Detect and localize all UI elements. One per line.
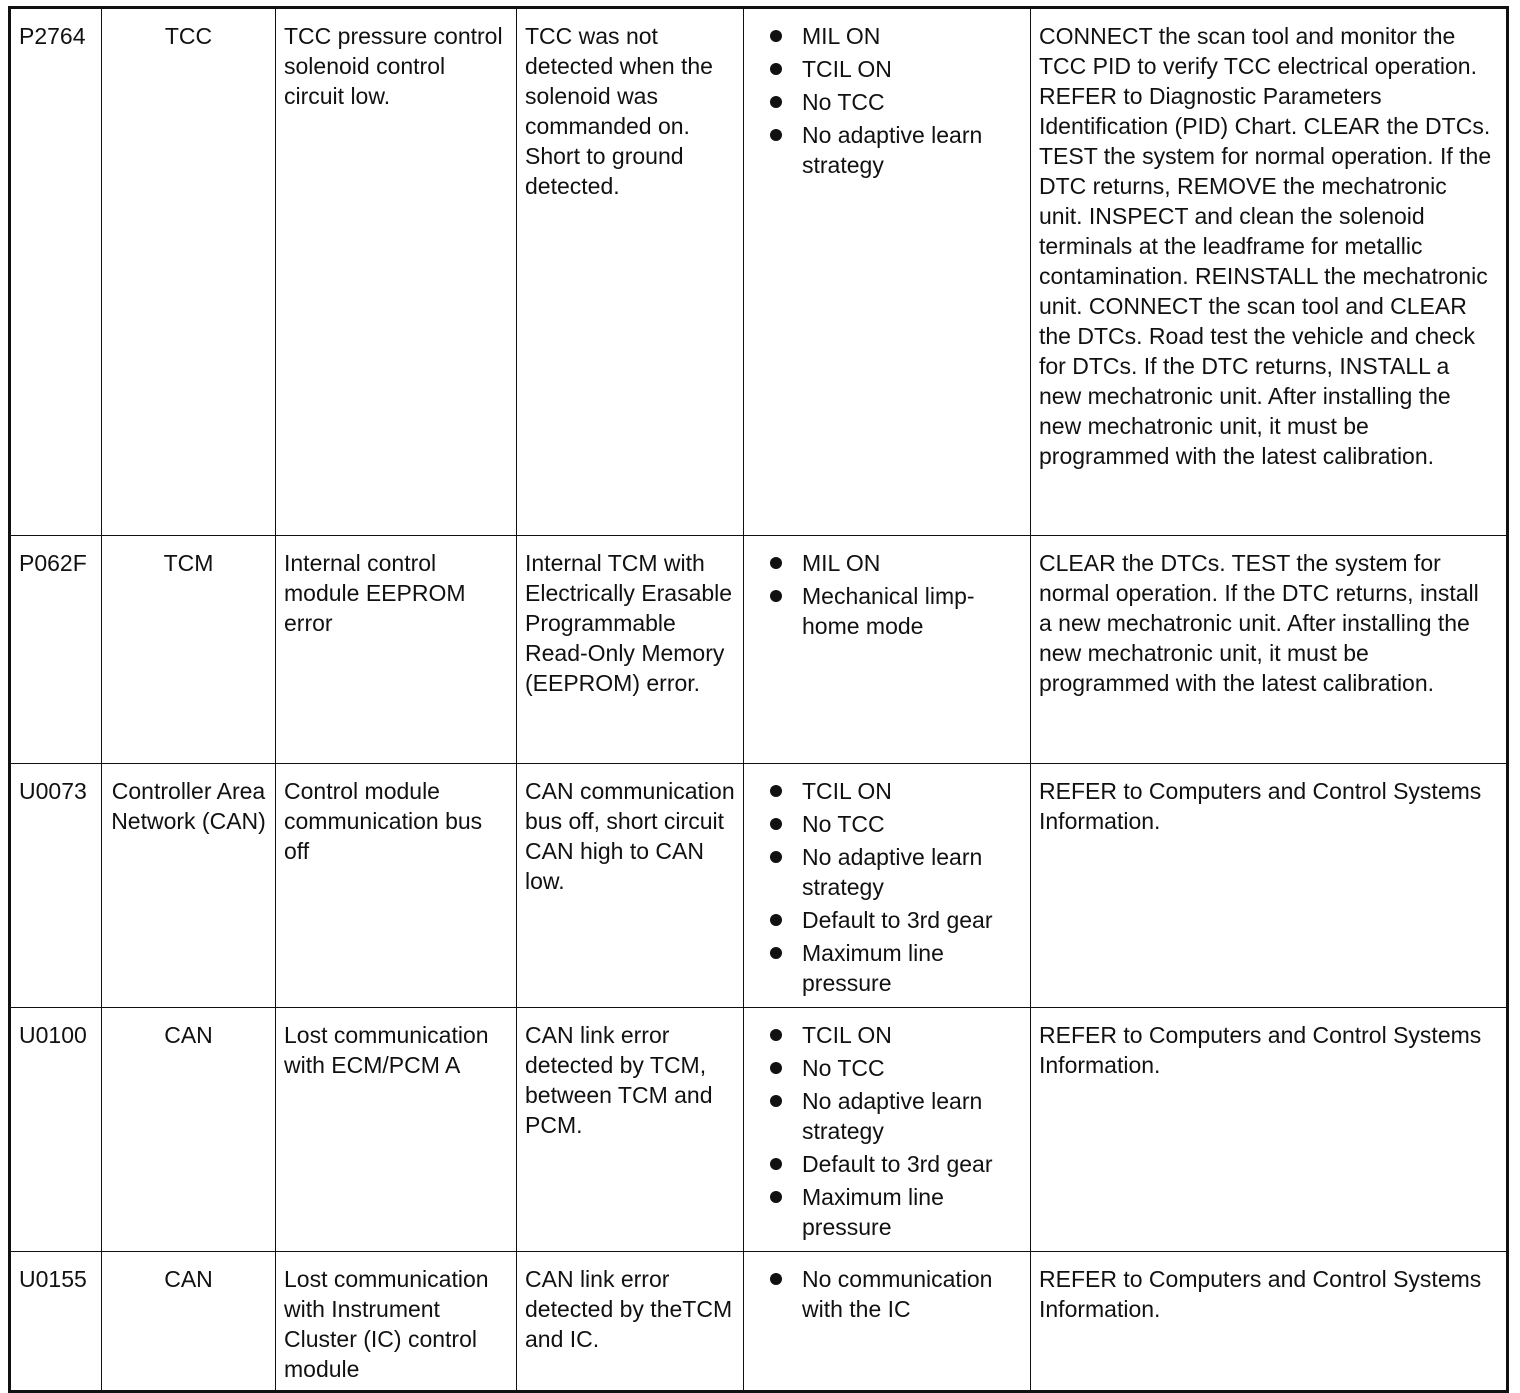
dtc-source: Controller Area Network (CAN) <box>102 764 276 1008</box>
actions-list <box>766 1020 1022 1242</box>
table-row <box>10 764 1508 1008</box>
list-item <box>766 776 1022 806</box>
dtc-actions <box>744 8 1031 536</box>
action-text: TCIL ON <box>802 778 892 804</box>
action-text: Default to 3rd gear <box>802 1151 993 1177</box>
action-text: Maximum line pressure <box>802 1184 944 1240</box>
dtc-code: U0100 <box>10 1008 102 1252</box>
actions-list <box>766 776 1022 998</box>
bullet-icon <box>770 1158 782 1170</box>
action-text: MIL ON <box>802 23 881 49</box>
bullet-icon <box>770 1095 782 1107</box>
dtc-condition: CAN link error detected by TCM, between TCM and PCM. <box>517 1008 744 1252</box>
dtc-actions <box>744 1008 1031 1252</box>
action-text: TCIL ON <box>802 1022 892 1048</box>
bullet-icon <box>770 63 782 75</box>
bullet-icon <box>770 1029 782 1041</box>
dtc-description: Internal control module EEPROM error <box>276 536 517 764</box>
actions-list <box>766 1264 1022 1324</box>
dtc-table <box>8 6 1509 1393</box>
dtc-fix: CONNECT the scan tool and monitor the TCC PID to verify TCC electrical operation. REFER to Diagnostic Parameters Identification (PID) Chart. CLEAR the DTCs. TEST the system for normal operation. If the DTC returns, REMOVE the mechatronic unit. INSPECT and clean the solenoid terminals at the leadframe for metallic contamination. REINSTALL the mechatronic unit. CONNECT the scan tool and CLEAR the DTCs. Road test the vehicle and check for DTCs. If the DTC returns, INSTALL a new mechatronic unit. After installing the new mechatronic unit, it must be programmed with the latest calibration. <box>1031 8 1508 536</box>
list-item <box>766 905 1022 935</box>
list-item <box>766 1053 1022 1083</box>
actions-list <box>766 548 1022 641</box>
action-text: TCIL ON <box>802 56 892 82</box>
bullet-icon <box>770 914 782 926</box>
action-text: No adaptive learn strategy <box>802 122 983 178</box>
list-item <box>766 1264 1022 1324</box>
bullet-icon <box>770 851 782 863</box>
dtc-description: Control module communication bus off <box>276 764 517 1008</box>
dtc-actions <box>744 1252 1031 1392</box>
dtc-source: TCM <box>102 536 276 764</box>
list-item <box>766 120 1022 180</box>
dtc-actions <box>744 764 1031 1008</box>
bullet-icon <box>770 590 782 602</box>
dtc-fix: REFER to Computers and Control Systems Information. <box>1031 1008 1508 1252</box>
dtc-code: U0073 <box>10 764 102 1008</box>
table-row <box>10 1008 1508 1252</box>
bullet-icon <box>770 785 782 797</box>
action-text: No TCC <box>802 811 885 837</box>
list-item <box>766 1149 1022 1179</box>
bullet-icon <box>770 557 782 569</box>
action-text: No TCC <box>802 1055 885 1081</box>
dtc-source: CAN <box>102 1008 276 1252</box>
dtc-code: P062F <box>10 536 102 764</box>
bullet-icon <box>770 129 782 141</box>
list-item <box>766 938 1022 998</box>
actions-list <box>766 21 1022 180</box>
dtc-condition: TCC was not detected when the solenoid was commanded on. Short to ground detected. <box>517 8 744 536</box>
list-item <box>766 548 1022 578</box>
action-text: Maximum line pressure <box>802 940 944 996</box>
table-row <box>10 1252 1508 1392</box>
list-item <box>766 842 1022 902</box>
dtc-fix: REFER to Computers and Control Systems Information. <box>1031 764 1508 1008</box>
dtc-actions <box>744 536 1031 764</box>
list-item <box>766 809 1022 839</box>
bullet-icon <box>770 1191 782 1203</box>
action-text: No adaptive learn strategy <box>802 844 983 900</box>
dtc-fix: REFER to Computers and Control Systems Information. <box>1031 1252 1508 1392</box>
table-row <box>10 536 1508 764</box>
list-item <box>766 1182 1022 1242</box>
dtc-source: TCC <box>102 8 276 536</box>
action-text: Mechanical limp-home mode <box>802 583 975 639</box>
action-text: No communication with the IC <box>802 1266 993 1322</box>
bullet-icon <box>770 947 782 959</box>
dtc-code: U0155 <box>10 1252 102 1392</box>
dtc-description: Lost communication with ECM/PCM A <box>276 1008 517 1252</box>
table-row <box>10 8 1508 536</box>
bullet-icon <box>770 818 782 830</box>
list-item <box>766 54 1022 84</box>
bullet-icon <box>770 1273 782 1285</box>
list-item <box>766 1086 1022 1146</box>
dtc-fix: CLEAR the DTCs. TEST the system for normal operation. If the DTC returns, install a new mechatronic unit. After installing the new mechatronic unit, it must be programmed with the latest calibration. <box>1031 536 1508 764</box>
dtc-description: TCC pressure control solenoid control circuit low. <box>276 8 517 536</box>
action-text: MIL ON <box>802 550 881 576</box>
list-item <box>766 1020 1022 1050</box>
list-item <box>766 87 1022 117</box>
action-text: Default to 3rd gear <box>802 907 993 933</box>
dtc-code: P2764 <box>10 8 102 536</box>
list-item <box>766 21 1022 51</box>
bullet-icon <box>770 1062 782 1074</box>
dtc-condition: CAN link error detected by theTCM and IC. <box>517 1252 744 1392</box>
bullet-icon <box>770 96 782 108</box>
action-text: No adaptive learn strategy <box>802 1088 983 1144</box>
dtc-condition: Internal TCM with Electrically Erasable Programmable Read-Only Memory (EEPROM) error. <box>517 536 744 764</box>
action-text: No TCC <box>802 89 885 115</box>
dtc-source: CAN <box>102 1252 276 1392</box>
list-item <box>766 581 1022 641</box>
dtc-condition: CAN communication bus off, short circuit CAN high to CAN low. <box>517 764 744 1008</box>
bullet-icon <box>770 30 782 42</box>
dtc-description: Lost communication with Instrument Cluster (IC) control module <box>276 1252 517 1392</box>
